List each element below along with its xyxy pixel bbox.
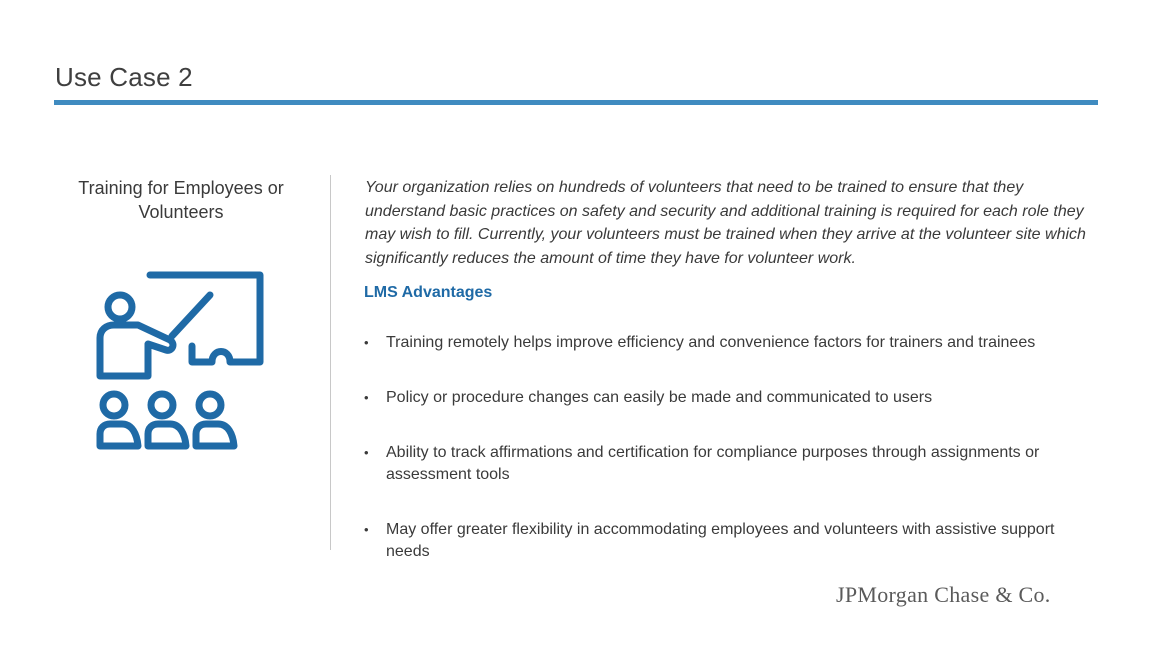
bullet-icon: • bbox=[364, 335, 369, 350]
list-item bbox=[364, 332, 1084, 354]
lms-advantages-heading: LMS Advantages bbox=[364, 284, 493, 301]
student-head bbox=[103, 394, 125, 416]
classroom-training-icon bbox=[92, 268, 272, 458]
vertical-divider bbox=[330, 175, 331, 550]
bullet-icon: • bbox=[364, 445, 369, 460]
bullet-icon: • bbox=[364, 522, 369, 537]
advantages-list bbox=[364, 332, 1084, 596]
bullet-icon: • bbox=[364, 390, 369, 405]
instructor-body bbox=[100, 325, 173, 376]
student-head bbox=[151, 394, 173, 416]
title-rule bbox=[54, 100, 1098, 105]
student-body bbox=[148, 424, 186, 446]
jpmorgan-chase-logo bbox=[836, 582, 1051, 608]
use-case-heading: Training for Employees or Volunteers bbox=[78, 178, 284, 222]
student-head bbox=[199, 394, 221, 416]
list-item bbox=[364, 442, 1084, 486]
logo-text: JPMorgan Chase & Co. bbox=[836, 582, 1051, 607]
intro-paragraph: Your organization relies on hundreds of volunteers that need to be trained to ensure that they understand basic practices on safety and security and additional training is required for each role they may wish to fill. Currently, your volunteers must be trained when they arrive at the volunteer site which significantly reduces the amount of time they have for volunteer work. bbox=[365, 179, 1086, 267]
student-body bbox=[196, 424, 234, 446]
list-item-text: May offer greater flexibility in accommodating employees and volunteers with assistive support needs bbox=[386, 521, 1055, 560]
slide-title: Use Case 2 bbox=[55, 62, 193, 92]
list-item bbox=[364, 519, 1084, 563]
list-item-text: Training remotely helps improve efficiency and convenience factors for trainers and trainees bbox=[386, 334, 1036, 351]
pointer-shape bbox=[172, 295, 210, 336]
list-item-text: Ability to track affirmations and certification for compliance purposes through assignments or assessment tools bbox=[386, 444, 1040, 483]
list-item-text: Policy or procedure changes can easily be made and communicated to users bbox=[386, 389, 933, 406]
list-item bbox=[364, 387, 1084, 409]
student-body bbox=[100, 424, 138, 446]
instructor-head bbox=[108, 295, 132, 319]
